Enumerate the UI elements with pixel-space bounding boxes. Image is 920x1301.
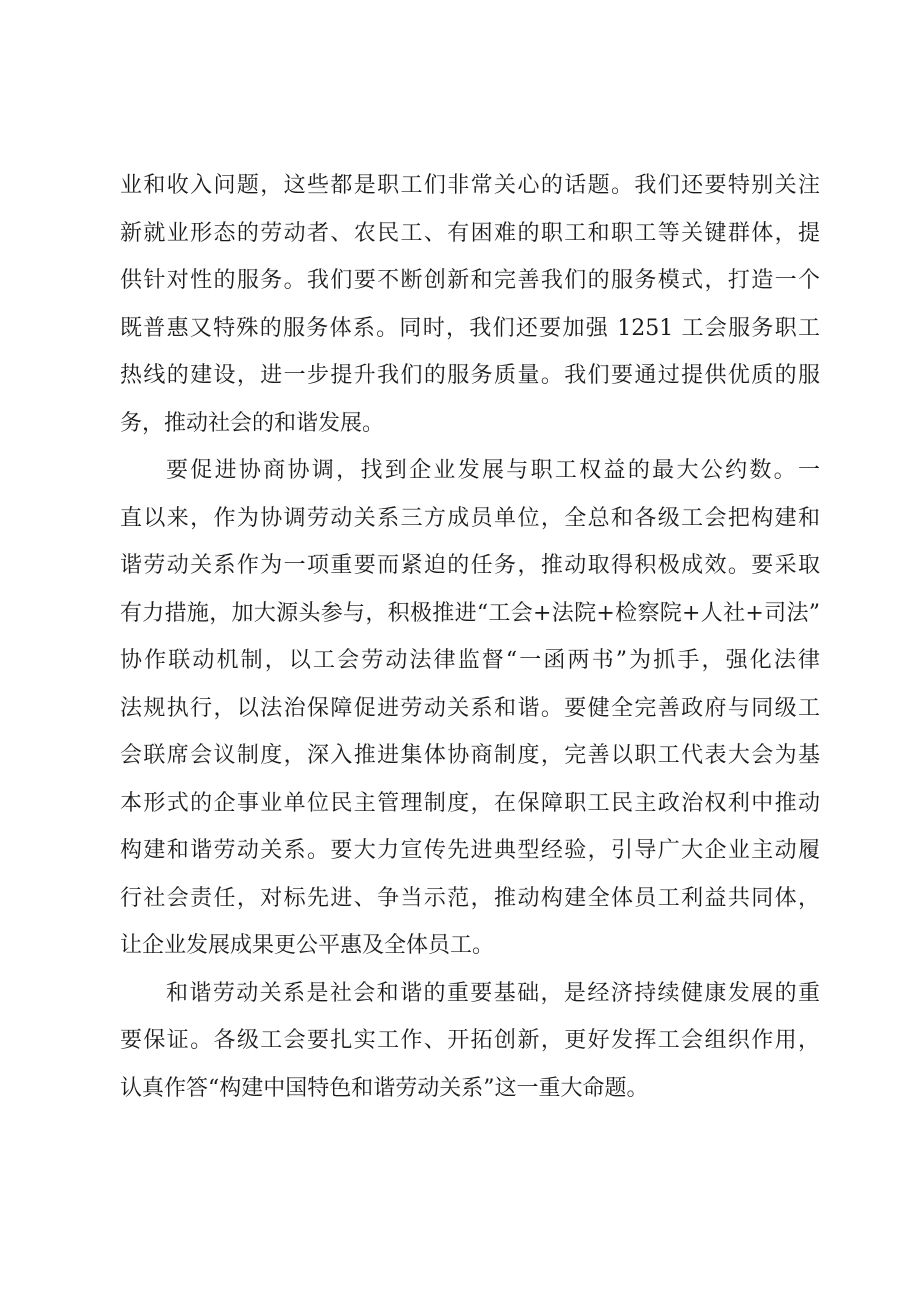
text-line: 法规执行，以法治保障促进劳动关系和谐。要健全完善政府与同级工 [120,695,820,721]
text-line: 会联席会议制度，深入推进集体协商制度，完善以职工代表大会为基 [120,743,820,768]
text-line: 直以来，作为协调劳动关系三方成员单位，全总和各级工会把构建和 [120,505,820,531]
text-line: 协作联动机制，以工会劳动法律监督“一函两书”为抓手，强化法律 [120,648,820,673]
text-line: 要保证。各级工会要扎实工作、开拓创新，更好发挥工会组织作用， [120,1028,820,1053]
text-line: 有力措施，加大源头参与，积极推进“工会+法院+检察院+人社+司法” [120,600,820,626]
document-body [120,162,820,1112]
paragraph-3 [120,970,820,1113]
text-line: 要促进协商协调，找到企业发展与职工权益的最大公约数。一 [166,458,820,483]
text-line: 热线的建设，进一步提升我们的服务质量。我们要通过提供优质的服 [120,363,820,388]
text-line: 行社会责任，对标先进、争当示范，推动构建全体员工利益共同体， [120,885,820,911]
text-line: 供针对性的服务。我们要不断创新和完善我们的服务模式，打造一个 [120,268,820,293]
paragraph-2 [120,447,820,970]
paragraph-1 [120,162,820,447]
text-line: 既普惠又特殊的服务体系。同时，我们还要加强 1251 工会服务职工 [120,315,820,341]
text-line: 新就业形态的劳动者、农民工、有困难的职工和职工等关键群体，提 [120,220,820,246]
text-line: 业和收入问题，这些都是职工们非常关心的话题。我们还要特别关注 [120,173,820,198]
text-line: 认真作答“构建中国特色和谐劳动关系”这一重大命题。 [120,1075,649,1101]
text-line: 务，推动社会的和谐发展。 [120,410,385,436]
text-line: 和谐劳动关系是社会和谐的重要基础，是经济持续健康发展的重 [166,980,820,1006]
text-line: 本形式的企事业单位民主管理制度，在保障职工民主政治权利中推动 [120,790,820,816]
text-line: 让企业发展成果更公平惠及全体员工。 [120,933,495,958]
text-line: 谐劳动关系作为一项重要而紧迫的任务，推动取得积极成效。要采取 [120,553,820,578]
text-line: 构建和谐劳动关系。要大力宣传先进典型经验，引导广大企业主动履 [120,838,820,863]
